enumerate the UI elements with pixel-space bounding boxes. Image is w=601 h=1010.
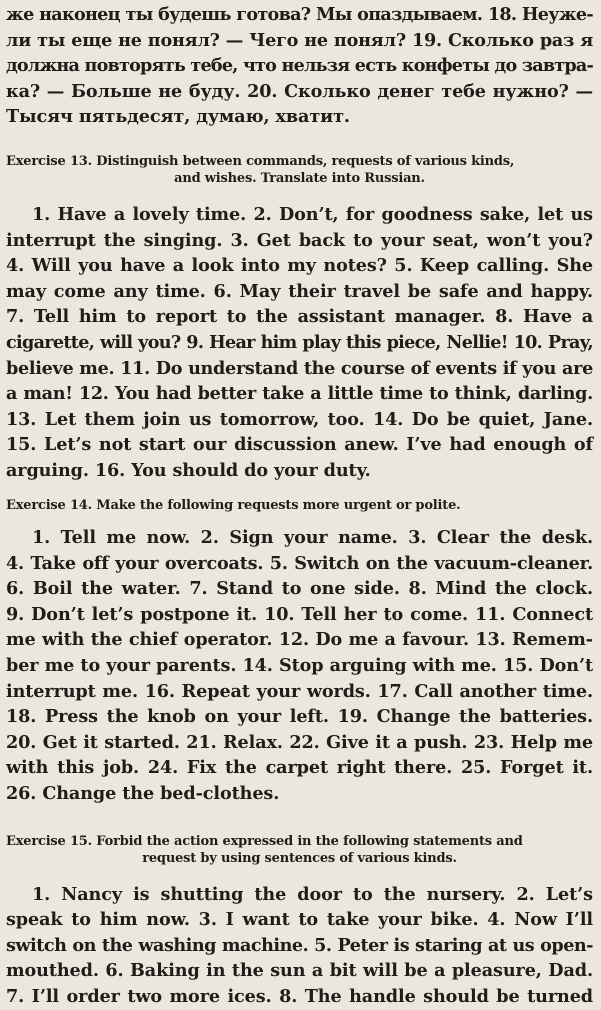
text-line: 4. Will you have a look into my notes? 5. Keep calling. She <box>6 255 593 277</box>
spacer <box>6 130 593 153</box>
text-line: 15. Let’s not start our discussion anew. I’ve had enough of <box>6 434 593 456</box>
text-line: 7. Tell him to report to the assistant manager. 8. Have a <box>6 306 593 328</box>
text-line: 13. Let them join us tomorrow, too. 14. Do be quiet, Jane. <box>6 408 593 430</box>
exercise-heading-line: Exercise 15. Forbid the action expressed in the following statements and <box>6 833 523 849</box>
exercise-13 <box>6 153 593 484</box>
text-line: 18. Press the knob on your left. 19. Change the batteries. <box>6 706 593 728</box>
exercise-heading <box>6 153 593 188</box>
text-line: ка? — Больше не буду. 20. Сколько денег тебе нужно? — <box>6 80 593 102</box>
spacer <box>6 514 593 525</box>
text-line: 7. I’ll order two more ices. 8. The handle should be turned <box>6 985 593 1007</box>
text-line: 1. Nancy is shutting the door to the nursery. 2. Let’s <box>32 883 593 905</box>
intro-paragraph <box>6 2 593 130</box>
text-line: with this job. 24. Fix the carpet right there. 25. Forget it. <box>6 757 593 779</box>
text-line: arguing. 16. You should do your duty. <box>6 459 371 481</box>
text-line: 9. Don’t let’s postpone it. 10. Tell her to come. 11. Connect <box>6 603 593 625</box>
spacer <box>6 188 593 202</box>
exercise-heading <box>6 497 593 515</box>
text-line: 4. Take off your overcoats. 5. Switch on the vacuum-cleaner. <box>6 552 593 574</box>
spacer <box>6 868 593 882</box>
text-line: mouthed. 6. Baking in the sun a bit will be a pleasure, Dad. <box>6 960 593 982</box>
text-line: ли ты еще не понял? — Чего не понял? 19. Сколько раз я <box>6 29 593 51</box>
text-line: me with the chief operator. 12. Do me a favour. 13. Remem- <box>6 629 593 651</box>
exercise-heading-line: request by using sentences of various kinds. <box>142 851 457 867</box>
text-line: ber me to your parents. 14. Stop arguing with me. 15. Don’t <box>6 654 593 676</box>
spacer <box>6 807 593 833</box>
text-line: believe me. 11. Do understand the course of events if you are <box>6 357 593 379</box>
text-line: Тысяч пятьдесят, думаю, хватит. <box>6 106 350 128</box>
text-line: 1. Tell me now. 2. Sign your name. 3. Clear the desk. <box>32 527 593 548</box>
exercise-14 <box>6 497 593 807</box>
text-line: may come any time. 6. May their travel be safe and happy. <box>6 280 593 302</box>
text-line: interrupt me. 16. Repeat your words. 17. Call another time. <box>6 680 593 702</box>
text-line: должна повторять тебе, что нельзя есть конфеты до завтра- <box>6 55 593 77</box>
text-line: же наконец ты будешь готова? Мы опаздываем. 18. Неуже- <box>6 4 593 25</box>
text-line: interrupt the singing. 3. Get back to your seat, won’t you? <box>6 229 593 251</box>
text-line: cigarette, will you? 9. Hear him play this piece, Nellie! 10. Pray, <box>6 331 593 353</box>
spacer <box>6 484 593 497</box>
text-line: 1. Have a lovely time. 2. Don’t, for goodness sake, let us <box>32 203 593 225</box>
exercise-15 <box>6 833 593 1010</box>
exercise-heading <box>6 833 593 868</box>
text-line: 20. Get it started. 21. Relax. 22. Give it a push. 23. Help me <box>6 731 593 753</box>
exercise-heading-line: Exercise 13. Distinguish between commands, requests of various kinds, <box>6 153 515 169</box>
text-line: switch on the washing machine. 5. Peter is staring at us open- <box>6 934 593 956</box>
exercise-heading-line: and wishes. Translate into Russian. <box>174 171 425 187</box>
text-line: a man! 12. You had better take a little time to think, darling. <box>6 383 593 405</box>
text-line: 26. Change the bed-clothes. <box>6 782 280 804</box>
exercise-heading-line: Exercise 14. Make the following requests more urgent or polite. <box>6 497 461 513</box>
text-line: 6. Boil the water. 7. Stand to one side. 8. Mind the clock. <box>6 578 593 600</box>
text-line: speak to him now. 3. I want to take your bike. 4. Now I’ll <box>6 909 593 931</box>
